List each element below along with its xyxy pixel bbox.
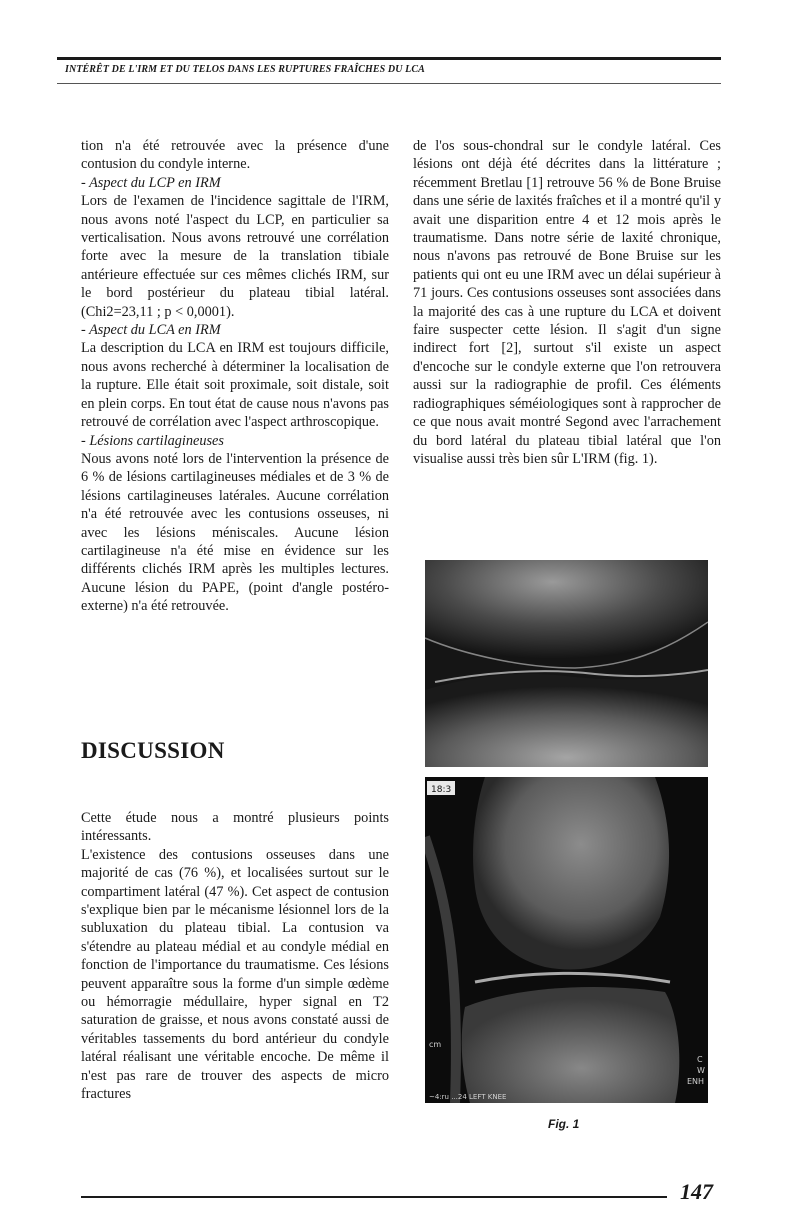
discussion-heading: DISCUSSION bbox=[81, 738, 225, 763]
paragraph: Nous avons noté lors de l'intervention la présence de 6 % de lésions cartilagineuses médiales et de 3 % de lésions cartilagineuses latérales. Aucune corrélation n'a été retrouvée avec les contusions osseuses, ni avec les lésions méniscales. Aucune lésion cartilagineuse n'a été mise en évidence sur les différents clichés IRM après les multiples lectures. Aucune lésion du PAPE, (point d'angle postéro-externe) n'a été retrouvée. bbox=[81, 450, 389, 615]
right-column bbox=[413, 137, 721, 468]
mri-image-top bbox=[425, 560, 708, 767]
page-number: 147 bbox=[680, 1179, 713, 1204]
mri-label-top-left: 18:3 bbox=[431, 785, 452, 795]
paragraph: de l'os sous-chondral sur le condyle latéral. Ces lésions ont déjà été décrites dans la littérature ; récemment Bretlau [1] retrouve 56 % de Bone Bruise dans une série de laxités fraîches et il a montré qu'il y avait une disparition entre 4 et 12 mois après le traumatisme. Dans notre série de laxité chronique, nous n'avons pas retrouvé de Bone Bruise sur les patients qui ont eu une IRM avec un délai supérieur à 71 jours. Ces contusions osseuses sont associées dans la majorité des cas à une rupture du LCA et doivent faire suspecter cette lésion. Il s'agit d'un signe indirect fort [2], surtout s'il existe un aspect d'encoche sur le condyle externe que l'on retrouvera aussi sur la radiographie de profil. Ces éléments radiographiques séméiologiques sont à rapprocher de ce que nous avait montré Segond avec l'arrachement du bord latéral du plateau tibial latéral que l'on visualise aussi très bien sûr L'IRM (fig. 1). bbox=[413, 138, 721, 467]
mri-label-right-3: ENH bbox=[687, 1077, 705, 1086]
discussion-body bbox=[81, 809, 389, 1104]
header-rule bbox=[57, 83, 721, 84]
paragraph: Lors de l'examen de l'incidence sagittale de l'IRM, nous avons noté l'aspect du LCP, en particulier sa verticalisation. Nous avons retrouvé une corrélation forte avec la mesure de la translation tibiale antérieure effectuée sur ces mêmes clichés IRM, sur le bord postérieur du plateau tibial latéral. (Chi2=23,11 ; p < 0,0001). bbox=[81, 193, 389, 320]
paragraph: L'existence des contusions osseuses dans une majorité de cas (76 %), et localisées surtout sur le compartiment latéral (47 %). Cet aspect de contusion s'explique bien par le mécanisme lésionnel lors de la subluxation du plateau tibial. La contusion va s'étendre au plateau médial et au condyle médial en fonction de l'importance du traumatisme. Ces lésions peuvent apparaître sous la forme d'un simple œdème ou hémorragie médullaire, hyper signal en T2 saturation de graisse, et nous avons constaté aussi de véritables tassements du bord antérieur du condyle latéral réalisant une véritable encoche. De même il n'est pas rare de trouver des aspects de micro fractures bbox=[81, 846, 389, 1103]
subheading-lcp: - Aspect du LCP en IRM bbox=[81, 174, 221, 191]
left-column bbox=[81, 137, 389, 616]
bottom-rule bbox=[81, 1196, 667, 1198]
paragraph: Cette étude nous a montré plusieurs points intéressants. bbox=[81, 810, 389, 845]
mri-label-cm: cm bbox=[429, 1040, 442, 1049]
paragraph: La description du LCA en IRM est toujours difficile, nous avons recherché à déterminer la localisation de la rupture. Elle était soit proximale, soit distale, soit en plein corps. En tout état de cause nous n'avons pas retrouvé de corrélation avec l'aspect arthroscopique. bbox=[81, 340, 389, 431]
subheading-lca: - Aspect du LCA en IRM bbox=[81, 322, 221, 339]
paragraph: tion n'a été retrouvée avec la présence d'une contusion du condyle interne. bbox=[81, 138, 389, 173]
mri-top-svg bbox=[425, 560, 708, 767]
mri-label-right-2: W bbox=[697, 1066, 705, 1075]
top-rule bbox=[57, 57, 721, 60]
mri-label-bottom: ~4:ru ...24 LEFT KNEE bbox=[429, 1093, 507, 1101]
mri-image-bottom bbox=[425, 777, 708, 1103]
running-title: INTÉRÊT DE L'IRM ET DU TELOS DANS LES RUPTURES FRAÎCHES DU LCA bbox=[65, 64, 425, 75]
subheading-lesions: - Lésions cartilagineuses bbox=[81, 432, 224, 449]
mri-bottom-svg bbox=[425, 777, 708, 1103]
mri-label-right-1: C bbox=[697, 1055, 703, 1064]
figure-caption: Fig. 1 bbox=[548, 1117, 580, 1131]
